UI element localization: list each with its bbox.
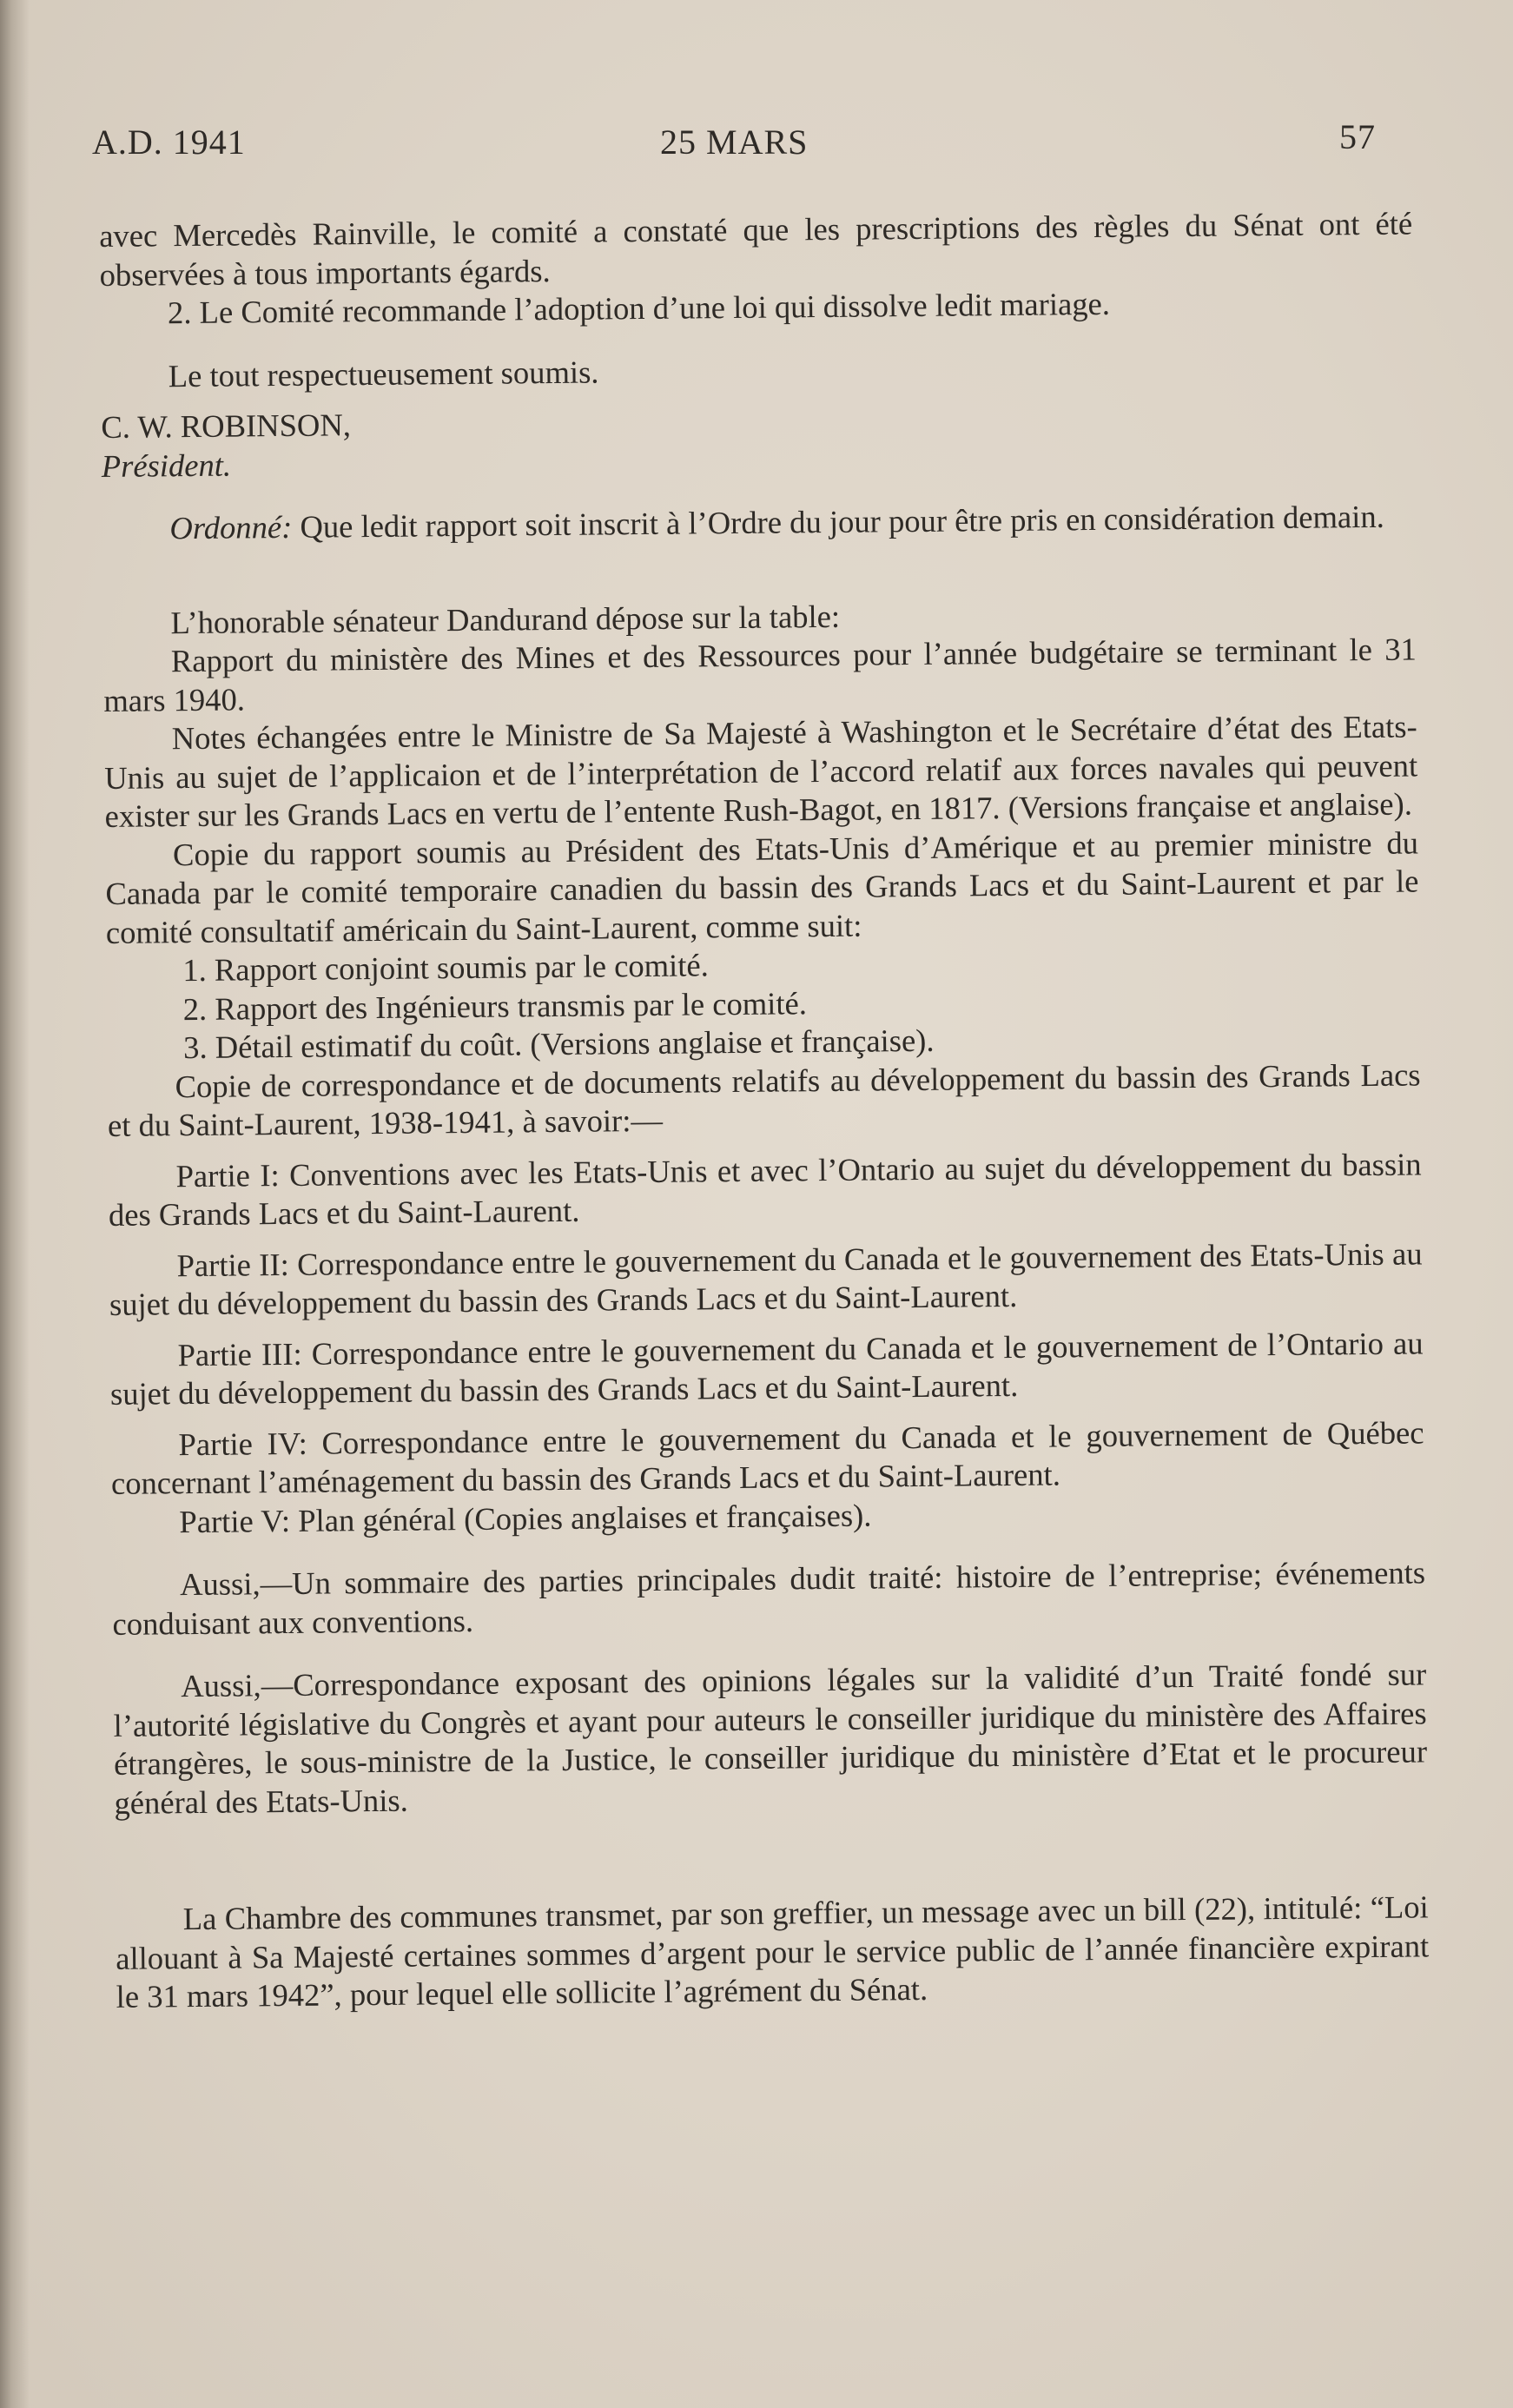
- running-header: [92, 117, 1376, 174]
- list-item: 1. Rapport conjoint soumis par le comité.: [182, 947, 709, 989]
- signature-name: C. W. ROBINSON,: [101, 407, 352, 445]
- body-text: [99, 204, 1430, 2016]
- paragraph-mines-report: Rapport du ministère des Mines et des Ressources pour l’année budgétaire se terminant le 31 mars 1940.: [103, 631, 1417, 718]
- paragraph-part-4: Partie IV: Correspondance entre le gouvernement du Canada et le gouvernement de Québec concernant l’aménagement du bassin des Grands Lacs et du Saint-Laurent.: [110, 1413, 1424, 1501]
- paragraph-submitted: Le tout respectueusement soumis.: [168, 353, 599, 394]
- header-year: A.D. 1941: [92, 122, 246, 162]
- list-item: 3. Détail estimatif du coût. (Versions anglaise et française).: [182, 1022, 935, 1066]
- paragraph-recommendation: 2. Le Comité recommande l’adoption d’une loi qui dissolve ledit mariage.: [167, 285, 1111, 331]
- paragraph-correspondence-copy: Copie de correspondance et de documents relatifs au développement du bassin des Grands Lacs et du Saint-Laurent, 1938-1941, à savoir:—: [107, 1055, 1421, 1143]
- binding-shadow: [0, 0, 30, 2408]
- paragraph-order: [102, 497, 1415, 548]
- order-text: Que ledit rapport soit inscrit à l’Ordre du jour pour être pris en considération demain.: [292, 498, 1384, 545]
- signature-title: Président.: [101, 447, 232, 484]
- paragraph-commons-message: La Chambre des communes transmet, par son greffier, un message avec un bill (22), intitulé: “Loi allouant à Sa Majesté certaines sommes d’argent pour le service public de l’année financière expirant le 31 mars 1942”, pour lequel elle sollicite l’agrément du Sénat.: [116, 1889, 1430, 2014]
- order-label: Ordonné:: [169, 508, 293, 546]
- header-date: 25 MARS: [660, 122, 809, 162]
- paragraph-notes-exchanged: Notes échangées entre le Ministre de Sa Majesté à Washington et le Secrétaire d’état des Etats-Unis au sujet de l’applicaion et de l’interprétation de l’accord relatif aux forces navales qui peuvent exister sur les Grands Lacs en vertu de l’entente Rush-Bagot, en 1817. (Versions française et anglaise).: [103, 708, 1418, 834]
- paragraph-committee-findings: avec Mercedès Rainville, le comité a constaté que les prescriptions des règles du Sénat ont été observées à tous importants égards.: [99, 205, 1413, 293]
- paragraph-part-2: Partie II: Correspondance entre le gouvernement du Canada et le gouvernement des Etats-Unis au sujet du développement du bassin des Grands Lacs et du Saint-Laurent.: [109, 1234, 1423, 1322]
- paragraph-legal-opinions: Aussi,—Correspondance exposant des opinions légales sur la validité d’un Traité fondé sur l’autorité législative du Congrès et ayant pour auteurs le conseiller juridique du ministère des Affaires étrangères, le sous-ministre de la Justice, le conseiller juridique du ministère d’Etat et le procureur général des Etats-Unis.: [113, 1656, 1428, 1821]
- paragraph-summary: Aussi,—Un sommaire des parties principales dudit traité: histoire de l’entreprise; événements conduisant aux conventions.: [112, 1554, 1426, 1642]
- paragraph-report-copy: Copie du rapport soumis au Président des Etats-Unis d’Amérique et au premier ministre du Canada par le comité temporaire canadien du bassin des Grands Lacs et du Saint-Laurent et par le comité consultatif américain du Saint-Laurent, comme suit:: [105, 824, 1419, 950]
- paragraph-tabled: L’honorable sénateur Dandurand dépose sur la table:: [170, 598, 841, 640]
- paragraph-part-3: Partie III: Correspondance entre le gouvernement du Canada et le gouvernement de l’Ontario au sujet du développement du bassin des Grands Lacs et du Saint-Laurent.: [109, 1324, 1424, 1412]
- paragraph-part-1: Partie I: Conventions avec les Etats-Unis et avec l’Ontario au sujet du développement du bassin des Grands Lacs et du Saint-Laurent.: [108, 1145, 1422, 1233]
- page-number: 57: [1339, 117, 1376, 156]
- list-item: 2. Rapport des Ingénieurs transmis par le comité.: [182, 984, 808, 1027]
- paragraph-part-5: Partie V: Plan général (Copies anglaises et françaises).: [179, 1497, 872, 1539]
